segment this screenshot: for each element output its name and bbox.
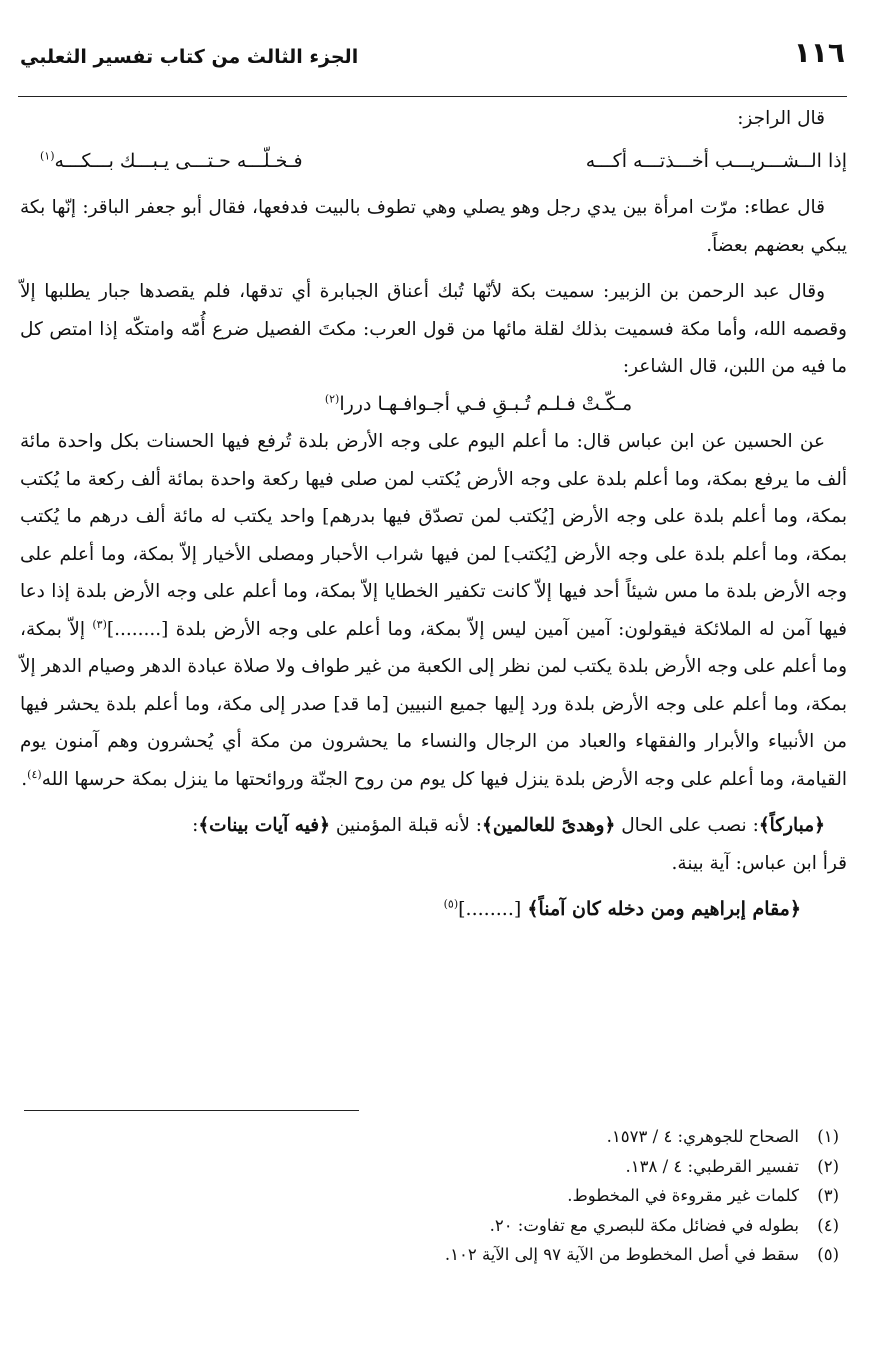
paragraph-ibn-abbas: عن الحسين عن ابن عباس قال: ما أعلم اليوم على وجه الأرض بلدة تُرفع فيها الحسنات بكل واحدة مائة ألف ما يرفع بمكة، وما أعلم بلدة على وجه الأرض يُكتب لمن صلى فيها ركعة واحدة بمائة ألف ركعة ما يُكتب بمكة، وما أعلم بلدة على وجه الأرض [يُكتب لمن تصدّق فيها بدرهم] واحد يكتب له مائة ألف درهم ما يُكتب بمكة، وما أعلم بلدة على وجه الأرض [يُكتب] لمن فيها شراب الأحبار ومصلى الأخيار إلاّ بمكة، وما أعلم على وجه الأرض بلدة ما مس شيئاً أحد فيها إلاّ كانت تكفير الخطايا إلاّ بمكة، وما أعلم على وجه الأرض بلدة إذا دعا فيها آمن له الملائكة فيقولون: آمين آمين ليس إلاّ بمكة، وما أعلم على وجه الأرض بلدة [........]$^{(٣)}$ إلاّ بمكة، وما أعلم على وجه الأرض بلدة يكتب لمن نظر إلى الكعبة من غير طواف ولا صلاة عبادة الدهر وصيام الدهر إلاّ بمكة، وما أعلم على وجه الأرض بلدة ورد إليها جميع النبيين [ما قد] صدر إلى مكة، وما أعلم بلدة يحشر فيها من الأنبياء والأبرار والفقهاء والعباد من الرجال والنساء ما يحشرون من مكة أي يُحشرون وهم آمنون يوم القيامة، وما أعلم على وجه الأرض بلدة ينزل فيها كل يوم من روح الجنّة وروائحتها ما ينزل بمكة حرسها الله$^{(٤)}$.: [20, 431, 847, 790]
footnote-text: الصحاح للجوهري: ٤ / ١٥٧٣.: [606, 1127, 799, 1146]
missing-text-marker: [........]: [458, 898, 528, 920]
verse-hemistich-right: إذا الــشـــريـــب أخـــذتـــه أكـــه: [585, 149, 847, 172]
running-title: الجزء الثالث من كتاب تفسير الثعلبي: [20, 46, 359, 68]
footnote-ref-2: (٢): [324, 392, 340, 406]
footnote-item: [24, 1181, 839, 1211]
footnote-text: بطوله في فضائل مكة للبصري مع تفاوت: ٢٠.: [489, 1215, 799, 1235]
paragraph-abdulrahman: وقال عبد الرحمن بن الزبير: سميت بكة لأنّها تُبك أعناق الجبابرة أي تدقها، فلم يقصدها جبار يطلبها إلاّ وقصمه الله، وأما مكة فسميت بذلك لقلة مائها من قول العرب: مكتَ الفصيل ضرع أُمّه وامتكّه إذا امتص كل ما فيه من اللبن، قال الشاعر:: [20, 281, 847, 377]
verse-hemistich-left-text: فـخـلّـــه حـتـــى يـبـــك بـــكـــه: [54, 149, 303, 172]
paragraph-mubarakan: [20, 807, 847, 845]
text-segment-2: : لأنه قبلة المؤمنين: [329, 815, 482, 836]
quran-phrase-4: ﴿مقام إبراهيم ومن دخله كان آمناً﴾: [527, 898, 801, 920]
footnote-item: [24, 1122, 839, 1152]
footnote-ref-3: (٣): [92, 617, 107, 631]
quran-verse-maqam: [20, 891, 847, 929]
page-header: [18, 34, 847, 97]
footnote-text: تفسير القرطبي: ٤ / ١٣٨.: [625, 1156, 799, 1176]
footnote-divider: [24, 1110, 359, 1111]
quran-phrase-1: ﴿مباركاً﴾: [758, 815, 825, 836]
verse-line-2: [20, 386, 847, 424]
paragraph-ata: قال عطاء: مرّت امرأة بين يدي رجل وهو يصلي وهي تطوف بالبيت فدفعها، فقال أبو جعفر الباقر: إنّها بكة يبكي بعضهم بعضاً.: [20, 197, 847, 256]
footnote-number: (٣): [817, 1186, 839, 1205]
footnotes: [24, 1122, 839, 1270]
footnote-number: (٢): [817, 1156, 839, 1176]
quran-phrase-3: ﴿فيه آيات بينات﴾: [198, 815, 330, 836]
verse-hemistich-left: [40, 143, 303, 181]
verse-line-1: [20, 143, 847, 181]
footnote-item: [24, 1240, 839, 1270]
footnote-ref-5: (٥): [443, 897, 459, 911]
verse-2-text: مـكّـتْ فـلـم تُـبـقِ فـي أجـوافـهـا دررا: [339, 392, 633, 415]
footnote-number: (١): [817, 1127, 839, 1146]
footnote-ref-4: (٤): [27, 767, 42, 781]
page-number: ١١٦: [793, 36, 845, 69]
paragraph-ibn-abbas-text: عن الحسين عن ابن عباس قال: ما أعلم اليوم على وجه الأرض بلدة تُرفع فيها الحسنات بكل واحدة مائة ألف ما يرفع بمكة، وما أعلم بلدة على وجه الأرض يُكتب لمن صلى فيها ركعة واحدة بمائة ألف ركعة ما يُكتب بمكة، وما أعلم بلدة على وجه الأرض [يُكتب لمن تصدّق فيها بدرهم] واحد يكتب له مائة ألف درهم ما يُكتب بمكة، وما أعلم بلدة على وجه الأرض [يُكتب] لمن فيها شراب الأحبار ومصلى الأخيار إلاّ بمكة، وما أعلم على وجه الأرض بلدة ما مس شيئاً أحد فيها إلاّ كانت تكفير الخطايا إلاّ بمكة، وما أعلم على وجه الأرض بلدة إذا دعا فيها آمن له الملائكة فيقولون: آمين آمين ليس إلاّ بمكة، وما أعلم على وجه الأرض بلدة [........]: [20, 431, 847, 640]
paragraph-rajaz-intro: قال الراجز:: [737, 108, 825, 129]
page-body: [20, 100, 847, 929]
footnote-text: كلمات غير مقروءة في المخطوط.: [567, 1186, 799, 1205]
footnote-text: سقط في أصل المخطوط من الآية ٩٧ إلى الآية ١٠٢.: [444, 1245, 799, 1264]
footnote-number: (٤): [817, 1215, 839, 1235]
paragraph-ibn-abbas-cont: إلاّ بمكة، وما أعلم على وجه الأرض بلدة يكتب لمن نظر إلى الكعبة من غير طواف ولا صلاة عبادة الدهر وصيام الدهر إلاّ بمكة، وما أعلم على وجه الأرض بلدة ورد إليها جميع النبيين [ما قد] صدر إلى مكة، وما أعلم بلدة يحشر فيها من الأنبياء والأبرار والفقهاء والعباد من الرجال والنساء ما يحشرون من مكة أي يُحشرون وهم آمنون يوم القيامة، وما أعلم على وجه الأرض بلدة ينزل فيها كل يوم من روح الجنّة وروائحتها ما ينزل بمكة حرسها الله: [20, 618, 847, 790]
text-segment-3: :: [192, 815, 199, 836]
paragraph-ibn-abbas-reading: قرأ ابن عباس: آية بينة.: [671, 852, 847, 874]
footnote-item: [24, 1152, 839, 1182]
footnote-number: (٥): [817, 1245, 839, 1264]
quran-phrase-2: ﴿وهدىً للعالمين﴾: [481, 815, 616, 836]
text-segment-1: : نصب على الحال: [615, 815, 759, 836]
footnote-ref-1: (١): [40, 149, 55, 163]
footnote-item: [24, 1211, 839, 1241]
